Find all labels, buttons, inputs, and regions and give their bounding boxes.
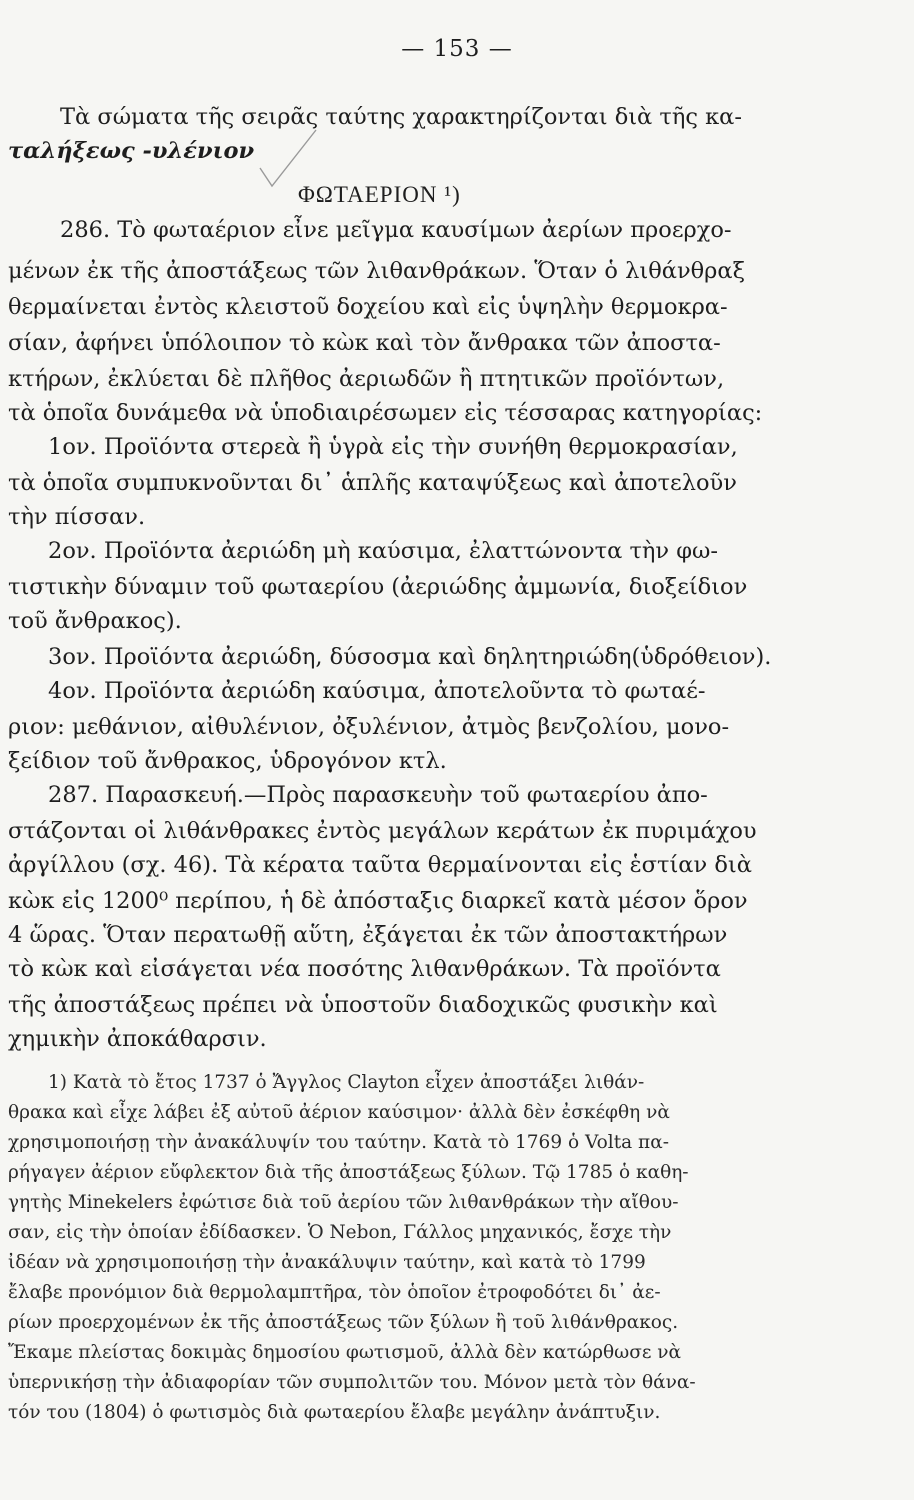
text-line: τὴν πίσσαν. [8, 504, 146, 530]
text-line: 4ον. Προϊόντα ἀεριώδη καύσιμα, ἀποτελοῦντα τὸ φωταέ- [48, 678, 706, 704]
text-line: ξείδιον τοῦ ἄνθρακος, ὑδρογόνον κτλ. [8, 748, 447, 774]
text-line: ταλήξεως -υλένιον [8, 138, 255, 164]
text-line: θερμαίνεται ἐντὸς κλειστοῦ δοχείου καὶ εἰς ὑψηλὴν θερμοκρα- [8, 294, 728, 320]
text-line: τῆς ἀποστάξεως πρέπει νὰ ὑποστοῦν διαδοχικῶς φυσικὴν καὶ [8, 992, 718, 1018]
page-number: — 153 — [401, 36, 513, 62]
footnote-line: γητὴς Minekelers ἐφώτισε διὰ τοῦ ἀερίου τῶν λιθανθράκων τὴν αἴθου- [8, 1192, 679, 1213]
text-line: 1ον. Προϊόντα στερεὰ ἢ ὑγρὰ εἰς τὴν συνήθη θερμοκρασίαν, [48, 434, 738, 460]
text-line: σίαν, ἀφήνει ὑπόλοιπον τὸ κὼκ καὶ τὸν ἄνθρακα τῶν ἀποστα- [8, 330, 721, 356]
text-line: τιστικὴν δύναμιν τοῦ φωταερίου (ἀεριώδης ἀμμωνία, διοξείδιον [8, 574, 748, 600]
text-line: 3ον. Προϊόντα ἀεριώδη, δύσοσμα καὶ δηλητηριώδη(ὑδρόθειον). [48, 644, 772, 670]
footnote-line: θρακα καὶ εἶχε λάβει ἐξ αὐτοῦ ἀέριον καύσιμον· ἀλλὰ δὲν ἐσκέφθη νὰ [8, 1102, 670, 1123]
footnote-line: τόν του (1804) ὁ φωτισμὸς διὰ φωταερίου ἔλαβε μεγάλην ἀνάπτυξιν. [8, 1402, 661, 1423]
text-line: ριον: μεθάνιον, αἰθυλένιον, ὀξυλένιον, ἀτμὸς βενζολίου, μονο- [8, 714, 730, 740]
text-line: κτήρων, ἐκλύεται δὲ πλῆθος ἀεριωδῶν ἢ πτητικῶν προϊόντων, [8, 366, 725, 392]
text-line: 286. Τὸ φωταέριον εἶνε μεῖγμα καυσίμων ἀερίων προερχο- [60, 217, 732, 243]
text-line: ἀργίλλου (σχ. 46). Τὰ κέρατα ταῦτα θερμαίνονται εἰς ἑστίαν διὰ [8, 852, 752, 878]
footnote-line: σαν, εἰς τὴν ὁποίαν ἐδίδασκεν. Ὁ Nebon, Γάλλος μηχανικός, ἔσχε τὴν [8, 1222, 672, 1243]
text-line: τὰ ὁποῖα δυνάμεθα νὰ ὑποδιαιρέσωμεν εἰς τέσσαρας κατηγορίας: [8, 400, 763, 426]
section-heading: ΦΩΤΑΕΡΙΟΝ ¹) [298, 182, 461, 207]
footnote-line: ρίων προερχομένων ἐκ τῆς ἀποστάξεως τῶν ξύλων ἢ τοῦ λιθάνθρακος. [8, 1312, 679, 1333]
text-line: 287. Παρασκευή.—Πρὸς παρασκευὴν τοῦ φωταερίου ἀπο- [48, 782, 708, 808]
footnote-line: ρήγαγεν ἀέριον εὔφλεκτον διὰ τῆς ἀποστάξεως ξύλων. Τῷ 1785 ὁ καθη- [8, 1162, 689, 1183]
text-line: μένων ἐκ τῆς ἀποστάξεως τῶν λιθανθράκων. Ὅταν ὁ λιθάνθραξ [8, 258, 745, 284]
text-line: τὰ ὁποῖα συμπυκνοῦνται δι᾽ ἁπλῆς καταψύξεως καὶ ἀποτελοῦν [8, 470, 737, 496]
footnote-line: ἰδέαν νὰ χρησιμοποιήσῃ τὴν ἀνακάλυψιν ταύτην, καὶ κατὰ τὸ 1799 [8, 1252, 646, 1273]
text-line: τὸ κὼκ καὶ εἰσάγεται νέα ποσότης λιθανθράκων. Τὰ προϊόντα [8, 956, 721, 982]
text-line: 4 ὥρας. Ὅταν περατωθῇ αὕτη, ἐξάγεται ἐκ τῶν ἀποστακτήρων [8, 922, 728, 948]
footnote-line: ἔλαβε προνόμιον διὰ θερμολαμπτῆρα, τὸν ὁποῖον ἐτροφοδότει δι᾽ ἀε- [8, 1282, 661, 1303]
text-line: κὼκ εἰς 1200⁰ περίπου, ἡ δὲ ἀπόσταξις διαρκεῖ κατὰ μέσον ὅρον [8, 888, 748, 914]
footnote-line: χρησιμοποιήσῃ τὴν ἀνακάλυψίν του ταύτην. Κατὰ τὸ 1769 ὁ Volta πα- [8, 1132, 669, 1153]
text-line: τοῦ ἄνθρακος). [8, 608, 182, 634]
text-line: 2ον. Προϊόντα ἀεριώδη μὴ καύσιμα, ἐλαττώνοντα τὴν φω- [48, 538, 718, 564]
footnote-line: Ἔκαμε πλείστας δοκιμὰς δημοσίου φωτισμοῦ, ἀλλὰ δὲν κατώρθωσε νὰ [8, 1342, 682, 1363]
text-line: στάζονται οἱ λιθάνθρακες ἐντὸς μεγάλων κεράτων ἐκ πυριμάχου [8, 818, 757, 844]
text-line: Τὰ σώματα τῆς σειρᾶς ταύτης χαρακτηρίζονται διὰ τῆς κα- [60, 104, 742, 130]
footnote-line: 1) Κατὰ τὸ ἔτος 1737 ὁ Ἄγγλος Clayton εἶχεν ἀποστάξει λιθάν- [48, 1072, 645, 1093]
text-line: χημικὴν ἀποκάθαρσιν. [8, 1026, 267, 1052]
footnote-line: ὑπερνικήσῃ τὴν ἀδιαφορίαν τῶν συμπολιτῶν του. Μόνον μετὰ τὸν θάνα- [8, 1372, 696, 1393]
